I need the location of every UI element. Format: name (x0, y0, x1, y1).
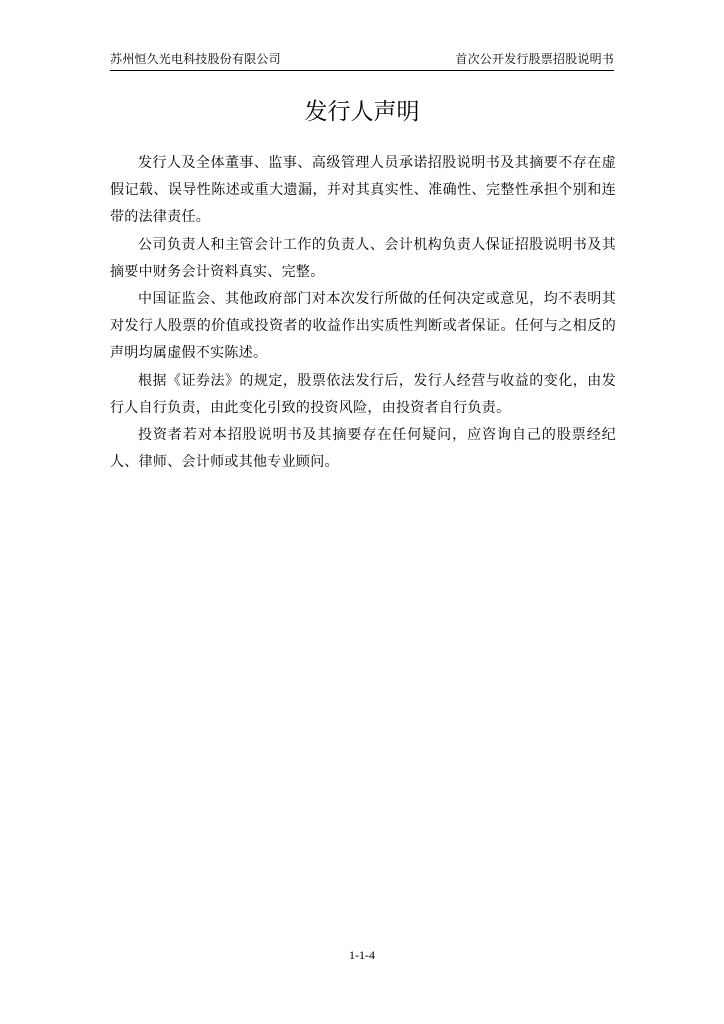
header-company-name: 苏州恒久光电科技股份有限公司 (110, 52, 281, 66)
page-number: 1-1-4 (349, 948, 375, 962)
paragraph-responsibility: 发行人及全体董事、监事、高级管理人员承诺招股说明书及其摘要不存在虚假记载、误导性陈述或重大遗漏，并对其真实性、准确性、完整性承担个别和连带的法律责任。 (110, 155, 616, 226)
page-title: 发行人声明 (304, 99, 420, 125)
header-document-title: 首次公开发行股票招股说明书 (455, 52, 614, 66)
paragraph-financial-accuracy: 公司负责人和主管会计工作的负责人、会计机构负责人保证招股说明书及其摘要中财务会计资料真实、完整。 (110, 236, 616, 280)
paragraph-investor-advice: 投资者若对本招股说明书及其摘要存在任何疑问，应咨询自己的股票经纪人、律师、会计师或其他专业顾问。 (110, 427, 616, 471)
paragraph-regulator-disclaimer: 中国证监会、其他政府部门对本次发行所做的任何决定或意见，均不表明其对发行人股票的价值或投资者的收益作出实质性判断或者保证。任何与之相反的声明均属虚假不实陈述。 (110, 291, 616, 362)
declaration-body (110, 150, 616, 476)
paragraph-investment-risk: 根据《证券法》的规定，股票依法发行后，发行人经营与收益的变化，由发行人自行负责，由此变化引致的投资风险，由投资者自行负责。 (110, 372, 616, 416)
page-header (110, 50, 614, 71)
